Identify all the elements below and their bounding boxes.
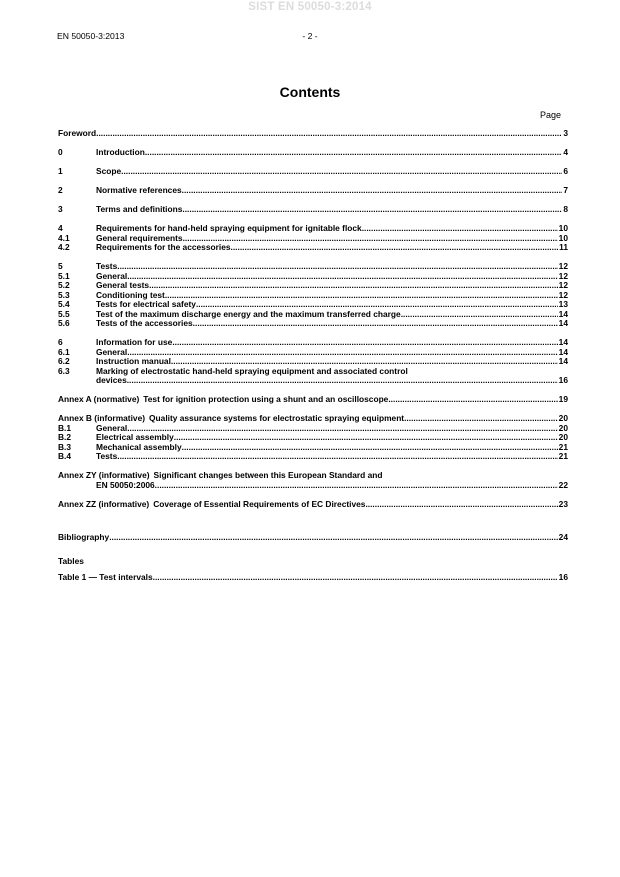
toc-entry-foreword[interactable]	[58, 129, 568, 139]
toc-entry-annex-zz[interactable]	[58, 500, 568, 510]
toc-entry-label: Tests of the accessories	[96, 318, 193, 328]
toc-entry-label: Tests	[96, 451, 118, 461]
toc-entry-page: 23	[558, 498, 568, 509]
toc-entry-label: Mechanical assembly	[96, 441, 182, 452]
toc-entry-page: 11	[559, 242, 568, 252]
toc-entry-label: Coverage of Essential Requirements of EC Directives	[153, 498, 366, 509]
toc-entry-label: Information for use	[96, 337, 173, 347]
toc-entry-page: 4	[563, 147, 568, 157]
toc-entry-label: Quality assurance systems for electrostatic spraying equipment	[149, 413, 405, 423]
header-page-number: - 2 -	[302, 31, 318, 41]
toc-entry-page: 12	[558, 270, 568, 281]
toc-entry-label: Electrical assembly	[96, 432, 174, 442]
toc-entry-section-2[interactable]	[58, 186, 568, 196]
toc-entry-page: 6	[563, 166, 568, 176]
toc-annex-prefix: Annex ZZ (informative)	[58, 498, 150, 509]
toc-entry-table-1[interactable]	[58, 573, 568, 583]
toc-entry-label: Requirements for the accessories	[96, 242, 231, 252]
toc-annex-prefix: Annex ZY (informative)	[58, 470, 150, 480]
toc-entry-page: 22	[558, 479, 568, 490]
toc-entry-label: Significant changes between this European Standard and	[153, 470, 383, 480]
toc-entry-number: B.1	[58, 422, 72, 433]
toc-entry-section-5-6[interactable]	[58, 319, 568, 329]
toc-entry-section-1[interactable]	[58, 167, 568, 177]
page-column-label: Page	[539, 110, 561, 120]
toc-entry-label: General tests	[96, 280, 150, 290]
toc-annex-prefix: Annex B (informative)	[58, 413, 146, 423]
toc-entry-label: Test for ignition protection using a shunt and an oscilloscope	[143, 394, 389, 404]
toc-entry-label: Requirements for hand-held spraying equipment for ignitable flock	[96, 223, 362, 233]
leader-dots	[109, 533, 557, 543]
toc-entry-label: Instruction manual	[96, 356, 171, 366]
leader-dots	[117, 452, 557, 462]
toc-entry-annex-zy-continued[interactable]	[58, 481, 568, 491]
toc-entry-page: 3	[563, 128, 568, 138]
toc-entry-number: 4.1	[58, 232, 70, 243]
leader-dots	[172, 338, 557, 348]
leader-dots	[183, 234, 558, 244]
toc-entry-page: 14	[558, 308, 568, 319]
leader-dots	[155, 481, 558, 491]
page-title: Contents	[279, 84, 341, 100]
toc-entry-number: 5.5	[58, 308, 70, 319]
toc-entry-page: 14	[558, 337, 568, 347]
leader-dots	[182, 205, 562, 215]
toc-entry-number: B.2	[58, 432, 72, 442]
toc-entry-label: Test of the maximum discharge energy and the maximum transferred charge	[96, 308, 401, 319]
leader-dots	[365, 500, 557, 510]
toc-entry-section-6-3[interactable]	[58, 367, 568, 377]
leader-dots	[127, 272, 557, 282]
leader-dots	[193, 319, 558, 329]
toc-entry-page: 16	[558, 375, 568, 385]
leader-dots	[145, 148, 562, 158]
toc-entry-page: 19	[558, 394, 568, 404]
toc-entry-page: 16	[558, 572, 568, 582]
toc-entry-section-0[interactable]	[58, 148, 568, 158]
toc-entry-label: General requirements	[96, 232, 183, 243]
toc-entry-label: Introduction	[96, 147, 145, 157]
toc-entry-section-4-2[interactable]	[58, 243, 568, 253]
leader-dots	[388, 395, 557, 405]
toc-entry-page: 21	[558, 451, 568, 461]
toc-entry-label: Normative references	[96, 185, 182, 195]
toc-entry-label-continued: EN 50050:2006	[96, 479, 155, 490]
toc-entry-label: Terms and definitions	[96, 204, 183, 214]
toc-entry-page: 12	[558, 289, 568, 300]
toc-entry-page: 10	[558, 232, 568, 243]
toc-entry-number: B.3	[58, 441, 72, 452]
tables-heading: Tables	[58, 555, 84, 566]
toc-entry-label: General	[96, 270, 128, 281]
leader-dots	[182, 443, 558, 453]
toc-entry-page: 14	[558, 346, 568, 357]
table-of-contents	[58, 129, 568, 583]
leader-dots	[153, 573, 558, 583]
leader-dots	[127, 376, 558, 386]
toc-annex-prefix: Annex A (normative)	[58, 394, 140, 404]
toc-entry-number: B.4	[58, 451, 72, 461]
toc-entry-annex-b[interactable]	[58, 414, 568, 424]
toc-entry-number: 4	[58, 223, 63, 233]
leader-dots	[127, 348, 557, 358]
toc-entry-label: Tests for electrical safety	[96, 299, 196, 309]
toc-entry-bibliography[interactable]	[58, 533, 568, 543]
toc-entry-label: Bibliography	[58, 532, 110, 542]
toc-entry-page: 24	[558, 532, 568, 542]
toc-entry-page: 21	[558, 441, 568, 452]
leader-dots	[174, 433, 558, 443]
header-doc-id: EN 50050-3:2013	[57, 31, 125, 41]
toc-entry-page: 8	[563, 204, 568, 214]
toc-entry-page: 14	[558, 318, 568, 328]
toc-entry-label: General	[96, 346, 128, 357]
toc-entry-page: 12	[558, 280, 568, 290]
toc-entry-label: Table 1 — Test intervals	[58, 572, 153, 582]
toc-entry-number: 6.2	[58, 356, 70, 366]
toc-entry-number: 5	[58, 261, 63, 271]
toc-entry-number: 5.4	[58, 299, 70, 309]
toc-entry-label: Tests	[96, 261, 118, 271]
toc-entry-number: 4.2	[58, 242, 70, 252]
leader-dots	[182, 186, 563, 196]
toc-entry-annex-b-3[interactable]	[58, 443, 568, 453]
leader-dots	[231, 243, 559, 253]
watermark: SIST EN 50050-3:2014	[248, 1, 372, 13]
toc-entry-page: 10	[558, 223, 568, 233]
toc-entry-page: 20	[558, 413, 568, 423]
toc-entry-label: Scope	[96, 166, 122, 176]
leader-dots	[404, 414, 558, 424]
leader-dots	[121, 167, 562, 177]
toc-entry-annex-a[interactable]	[58, 395, 568, 405]
toc-entry-page: 20	[558, 432, 568, 442]
leader-dots	[127, 424, 557, 434]
toc-entry-number: 1	[58, 166, 63, 176]
toc-entry-annex-b-4[interactable]	[58, 452, 568, 462]
toc-entry-number: 0	[58, 147, 63, 157]
toc-entry-number: 5.3	[58, 289, 70, 300]
toc-entry-page: 20	[558, 422, 568, 433]
toc-entry-label: Conditioning test	[96, 289, 165, 300]
leader-dots	[117, 262, 557, 272]
toc-entry-number: 6	[58, 337, 63, 347]
toc-entry-label: General	[96, 422, 128, 433]
toc-entry-page: 12	[558, 261, 568, 271]
toc-entry-page: 13	[558, 299, 568, 309]
toc-entry-number: 5.6	[58, 318, 70, 328]
toc-entry-number: 6.1	[58, 346, 70, 357]
leader-dots	[165, 291, 558, 301]
toc-entry-section-6[interactable]	[58, 338, 568, 348]
toc-entry-page: 14	[558, 356, 568, 366]
leader-dots	[401, 310, 558, 320]
toc-entry-number: 5.2	[58, 280, 70, 290]
toc-entry-number: 5.1	[58, 270, 70, 281]
toc-entry-number: 6.3	[58, 365, 70, 376]
toc-entry-label: Marking of electrostatic hand-held spraying equipment and associated control	[96, 365, 408, 376]
toc-entry-page: 7	[563, 185, 568, 195]
toc-entry-number: 3	[58, 204, 63, 214]
leader-dots	[149, 281, 558, 291]
toc-entry-section-3[interactable]	[58, 205, 568, 215]
toc-entry-label-continued: devices	[96, 375, 127, 385]
toc-entry-section-6-3-continued[interactable]	[58, 376, 568, 386]
toc-entry-number: 2	[58, 185, 63, 195]
toc-entry-label: Foreword	[58, 128, 97, 138]
leader-dots	[96, 129, 562, 139]
leader-dots	[362, 224, 558, 234]
toc-entry-section-5[interactable]	[58, 262, 568, 272]
